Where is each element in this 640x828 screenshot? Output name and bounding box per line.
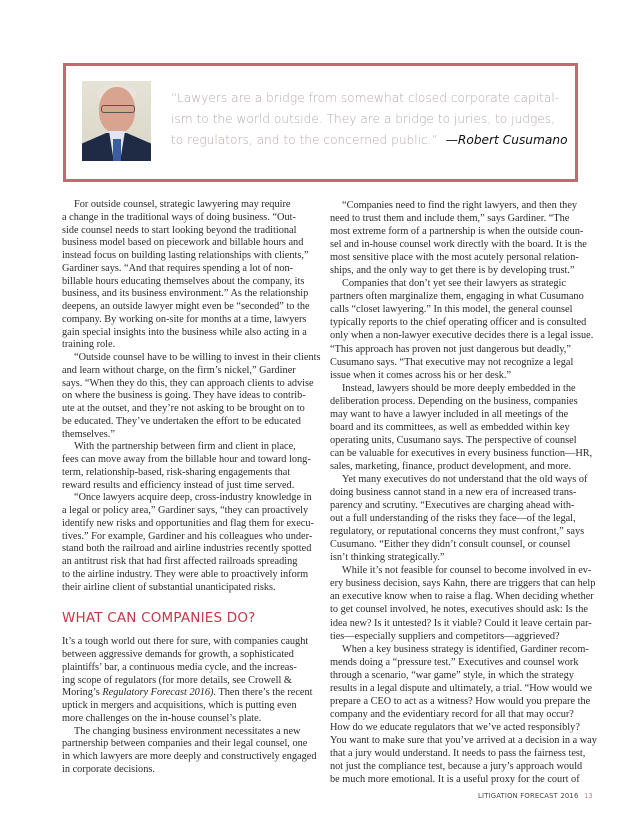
text-line: a legal or policy area,” Gardiner says, “they can proactively <box>62 505 309 516</box>
text-line: says. “When they do this, they can approach clients to advise <box>62 377 314 389</box>
text-line: doing business cannot stand in a new era of increased trans- <box>330 487 577 499</box>
text-line: Gardiner says. “And that requires spending a lot of non- <box>62 262 294 274</box>
text-line: With the partnership between firm and client in place, <box>74 441 296 453</box>
text-line: an antitrust risk that had first affected railroads spreading <box>62 556 298 567</box>
text-line: issue when it comes across his or her desk.” <box>330 369 512 381</box>
text-line: billable hours educating themselves about the company, its <box>62 275 305 287</box>
text-line: ute at the outset, and they’re not asking to be brought on to <box>62 403 305 414</box>
footer-publication: LITIGATION FORECAST 2016 <box>478 792 579 800</box>
text-line: ing scope of regulators (for more details, see Crowell & <box>62 674 292 686</box>
text-line: regulatory, or reputational concerns they must confront,” says <box>330 526 585 538</box>
text-line: only when a non-lawyer executive decides there is a legal issue. <box>330 330 594 342</box>
text-line: in corporate decisions. <box>62 763 155 775</box>
paragraph <box>62 441 324 492</box>
text-line: stand both the railroad and airline industries recently spotted <box>62 543 312 555</box>
paragraph <box>62 352 324 441</box>
text-line: When a key business strategy is identified, Gardiner recom- <box>342 643 589 655</box>
text-line: idea new? Is it untested? Is it viable? Could it leave certain par- <box>330 617 592 629</box>
paragraph <box>62 636 324 725</box>
text-line: through a scenario, “war game” style, in which the strategy <box>330 669 574 681</box>
text-line: gain special insights into the business while also acting in a <box>62 326 307 338</box>
text-line: business model based on piecework and billable hours and <box>62 237 304 249</box>
text-line: While it’s not feasible for counsel to become involved in ev- <box>342 565 592 577</box>
quote-line: to regulators, and to the concerned public.” —Robert Cusumano <box>171 133 568 147</box>
text-line: uptick in mergers and acquisitions, which is putting even <box>62 700 297 711</box>
text-line: need to trust them and include them,” says Gardiner. “The <box>330 213 570 225</box>
text-line: side counsel needs to start looking beyond the traditional <box>62 224 297 236</box>
text-line: sel and in-house counsel work directly with the board. It is the <box>330 239 587 251</box>
paragraph <box>330 473 592 564</box>
text-line: deepens, an outside lawyer might even be “seconded” to the <box>62 301 310 312</box>
text-line: fees can move away from the billable hour and toward long- <box>62 454 311 465</box>
text-line: business, and its business environment.” As the relationship <box>62 288 309 300</box>
text-line: results in a legal dispute and ultimately, a trial. “How would we <box>330 682 593 694</box>
text-line: board and its committees, as well as embedded within key <box>330 421 570 433</box>
text-line: plaintiffs’ bar, a continuous media cycle, and the increas- <box>62 661 297 673</box>
text-line: partners often marginalize them, engaging in what Cusumano <box>330 291 584 303</box>
text-line: parency and scrutiny. “Executives are charging ahead with- <box>330 500 575 512</box>
left-column <box>62 199 324 777</box>
text-line: that a jury would understand. It needs to pass the fairness test, <box>330 747 586 759</box>
section-heading: WHAT CAN COMPANIES DO? <box>62 610 256 627</box>
page-number: 13 <box>584 792 593 800</box>
paragraph <box>330 643 597 787</box>
paragraph <box>330 382 592 473</box>
text-line: in which lawyers are more deeply and constructively engaged <box>62 751 317 762</box>
text-line: ery business decision, says Kahn, there are triggers that can help <box>330 578 596 590</box>
text-line: and learn without charge, on the firm’s nickel,” Gardiner <box>62 364 296 376</box>
text-line: more challenges on the in-house counsel’s plate. <box>62 712 262 724</box>
text-line: be educated. They’ve undertaken the effort to be educated <box>62 415 301 427</box>
quote-line: ism to the world outside. They are a bridge to juries, to judges, <box>171 112 556 126</box>
text-line: most sensitive place with the most acutely personal relation- <box>330 252 579 264</box>
text-line: You want to make sure that you’ve arrived at a decision in a way <box>330 734 597 746</box>
text-line: to the airline industry. They were able to proactively inform <box>62 568 309 580</box>
text-line: Cusumano. “Either they didn’t consult counsel, or counsel <box>330 539 571 551</box>
paragraph <box>62 726 324 777</box>
pull-quote-text <box>171 88 566 151</box>
text-line: ties—especially suppliers and competitors—aggrieved? <box>330 630 560 642</box>
text-line: their airline client of substantial unanticipated risks. <box>62 581 276 593</box>
text-line: Moring’s Regulatory Forecast 2016). Then there’s the recent <box>62 687 313 699</box>
text-line: training role. <box>62 339 116 351</box>
text-line: themselves.” <box>62 428 115 440</box>
text-line: tives.” For example, Gardiner and his colleagues who under- <box>62 530 313 542</box>
publication-title: Regulatory Forecast 2016). <box>102 687 217 699</box>
text-line: typically reports to the chief operating officer and is consulted <box>330 317 587 329</box>
text-line: Companies that don’t yet see their lawyers as strategic <box>342 278 566 290</box>
text-line: deliberation process. Depending on the business, companies <box>330 395 578 407</box>
portrait-photo <box>82 81 151 161</box>
text-line: ships, and the only way to get there is by developing trust.” <box>330 265 575 277</box>
text-line: isn’t thinking strategically.” <box>330 552 445 564</box>
right-column <box>330 199 597 786</box>
text-line: can be valuable for executives in every business function—HR, <box>330 447 593 459</box>
text-line: between aggressive demands for growth, a sophisticated <box>62 649 294 660</box>
text-line: may want to have a lawyer included in all meetings of the <box>330 408 569 420</box>
quote-line: “Lawyers are a bridge from somewhat closed corporate capital- <box>171 91 560 105</box>
quote-author: —Robert Cusumano <box>445 133 568 147</box>
text-line: “Once lawyers acquire deep, cross-industry knowledge in <box>74 492 312 504</box>
pull-quote-box <box>63 63 578 182</box>
text-line: It’s a tough world out there for sure, with companies caught <box>62 636 309 648</box>
paragraph <box>62 492 324 594</box>
text-line: How do we educate regulators that we’ve acted responsibly? <box>330 721 580 733</box>
text-line: “This approach has proven not just dangerous but deadly,” <box>330 343 571 355</box>
text-line: to get counsel involved, he notes, executives should ask: Is the <box>330 604 588 616</box>
paragraph <box>330 199 592 277</box>
text-line: sales, marketing, finance, product development, and more. <box>330 460 572 472</box>
text-line: mends doing a “pressure test.” Executives and counsel work <box>330 656 579 668</box>
text-line: term, relationship-based, risk-sharing engagements that <box>62 466 291 478</box>
text-line: be much more emotional. It is a useful proxy for the court of <box>330 774 580 786</box>
text-line: reward results and efficiency instead of just time served. <box>62 479 295 491</box>
text-line: company. By working on-site for months at a time, lawyers <box>62 313 307 325</box>
text-line: on where the business is going. They have ideas to contrib- <box>62 390 306 402</box>
text-line: For outside counsel, strategic lawyering may require <box>74 199 291 210</box>
text-line: out a full understanding of the risks they face—of the legal, <box>330 513 576 525</box>
text-line: “Outside counsel have to be willing to invest in their clients <box>74 352 321 363</box>
paragraph <box>330 277 592 381</box>
text-line: instead focus on building lasting relationships with clients,” <box>62 250 309 261</box>
text-line: company and the evidentiary record for all that may occur? <box>330 708 574 720</box>
text-line: “Companies need to find the right lawyers, and then they <box>342 200 578 211</box>
text-line: Yet many executives do not understand that the old ways of <box>342 473 588 485</box>
text-line: not just the compliance test, because a jury’s approach would <box>330 761 583 773</box>
text-line: an executive know when to raise a flag. When deciding whether <box>330 591 594 603</box>
paragraph <box>330 564 596 642</box>
text-line: Instead, lawyers should be more deeply embedded in the <box>342 382 576 394</box>
text-line: prepare a CEO to act as a witness? How would you prepare the <box>330 695 591 707</box>
text-line: most extreme form of a partnership is when the outside coun- <box>330 226 584 238</box>
text-line: a change in the traditional ways of doing business. “Out- <box>62 211 296 223</box>
text-line: operating units, Cusumano says. The perspective of counsel <box>330 434 577 446</box>
paragraph <box>62 199 324 352</box>
text-line: calls “closet lawyering.” In this model, the general counsel <box>330 304 573 316</box>
text-line: identify new risks and opportunities and flag them for execu- <box>62 517 314 529</box>
text-line: partnership between companies and their legal counsel, one <box>62 738 308 750</box>
text-line: Cusumano says. “That executive may not recognize a legal <box>330 356 574 368</box>
text-line: The changing business environment necessitates a new <box>74 725 301 737</box>
